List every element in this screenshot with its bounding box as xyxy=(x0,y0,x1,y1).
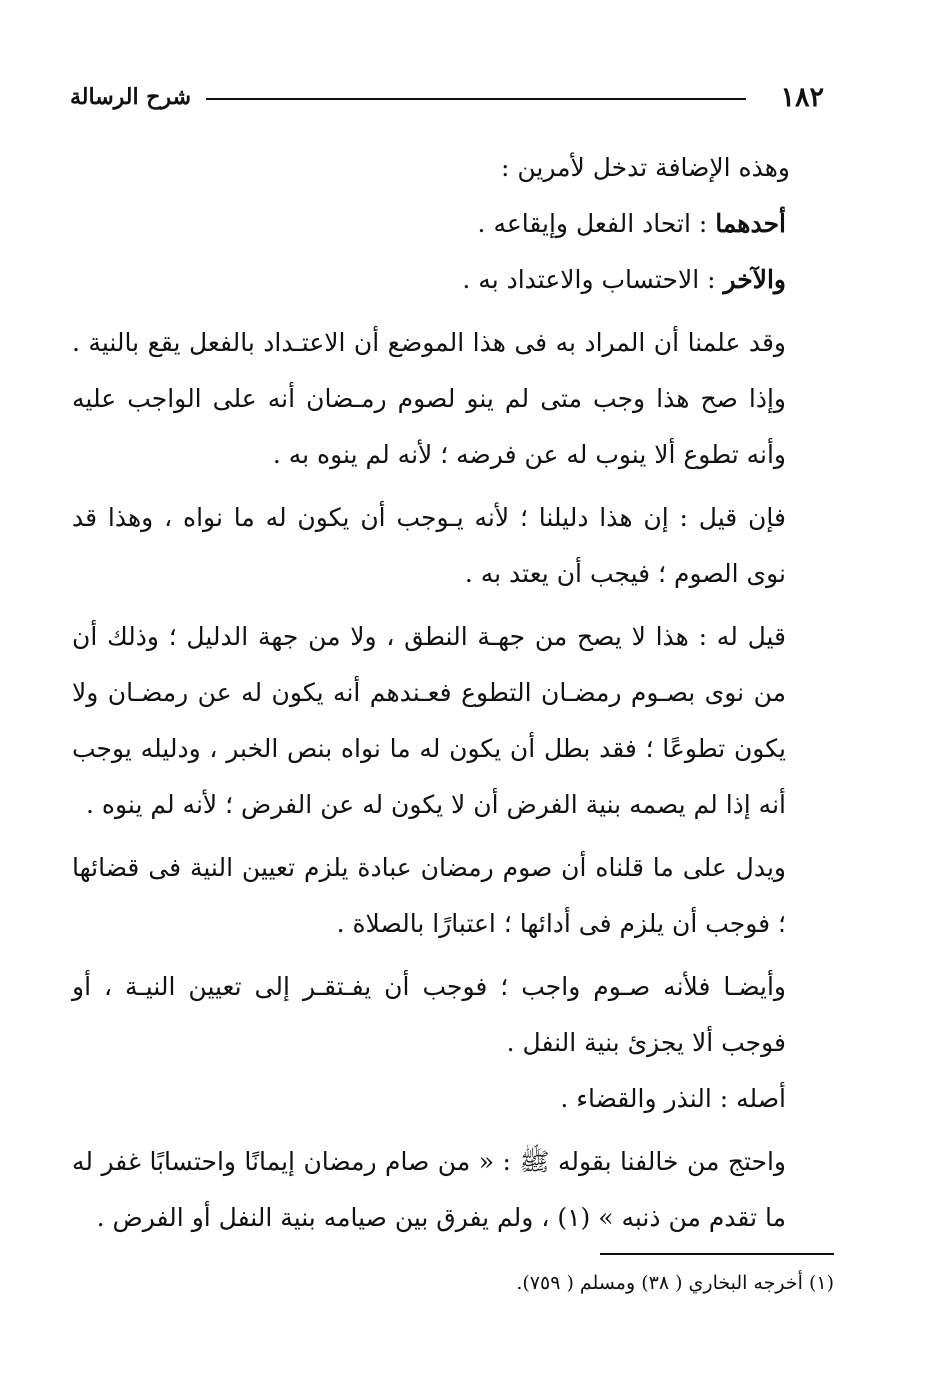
running-title: شرح الرسالة xyxy=(70,84,192,110)
term-second: والآخر xyxy=(723,265,786,294)
body-text xyxy=(72,140,834,1246)
paragraph: قيل له : هذا لا يصح من جهـة النطق ، ولا من جهة الدليل ؛ وذلك أن من نوى بصـوم رمضـان التطوع فعـندهم أنه يكون له عن رمضـان ولا يكون تطوعًا ؛ فقد بطل أن يكون له ما نواه بنص الخبر ، ودليله يوجب أنه إذا لم يصمه بنية الفرض أن لا يكون له عن الفرض ؛ لأنه لم ينوه . xyxy=(72,622,786,819)
term-first: أحدهما xyxy=(715,209,786,238)
paragraph: فإن قيل : إن هذا دليلنا ؛ لأنه يـوجب أن يكون له ما نواه ، وهذا قد نوى الصوم ؛ فيجب أن يعتد به . xyxy=(72,503,786,588)
footnote: (١) أخرجه البخاري ( ٣٨) ومسلم ( ٧٥٩). xyxy=(516,1272,834,1294)
paragraph xyxy=(72,252,834,308)
page-number: ١٨٢ xyxy=(780,82,824,113)
paragraph: وأيضـا فلأنه صـوم واجب ؛ فوجب أن يفـتقـر إلى تعيين النيـة ، أو فوجب ألا يجزئ بنية النفل . xyxy=(72,972,786,1057)
paragraph: ويدل على ما قلناه أن صوم رمضان عبادة يلزم تعيين النية فى قضائها ؛ فوجب أن يلزم فى أدائها ؛ اعتبارًا بالصلاة . xyxy=(72,853,786,938)
paragraph: وهذه الإضافة تدخل لأمرين : xyxy=(501,153,790,182)
page-header xyxy=(66,80,834,120)
header-rule xyxy=(206,98,746,100)
footnote-rule xyxy=(600,1253,834,1255)
term-second-text: : الاحتساب والاعتداد به . xyxy=(462,265,724,294)
paragraph: واحتج من خالفنا بقوله ﷺ : « من صام رمضان إيمانًا واحتسابًا غفر له ما تقدم من ذنبه » (١) ، ولم يفرق بين صيامه بنية النفل أو الفرض . xyxy=(72,1147,786,1232)
paragraph: وقد علمنا أن المراد به فى هذا الموضع أن الاعتـداد بالفعل يقع بالنية . وإذا صح هذا وجب متى لم ينو لصوم رمـضان أنه على الواجب عليه وأنه تطوع ألا ينوب له عن فرضه ؛ لأنه لم ينوه به . xyxy=(72,328,786,469)
term-first-text: : اتحاد الفعل وإيقاعه . xyxy=(477,209,716,238)
paragraph xyxy=(72,196,834,252)
paragraph: أصله : النذر والقضاء . xyxy=(560,1084,786,1113)
